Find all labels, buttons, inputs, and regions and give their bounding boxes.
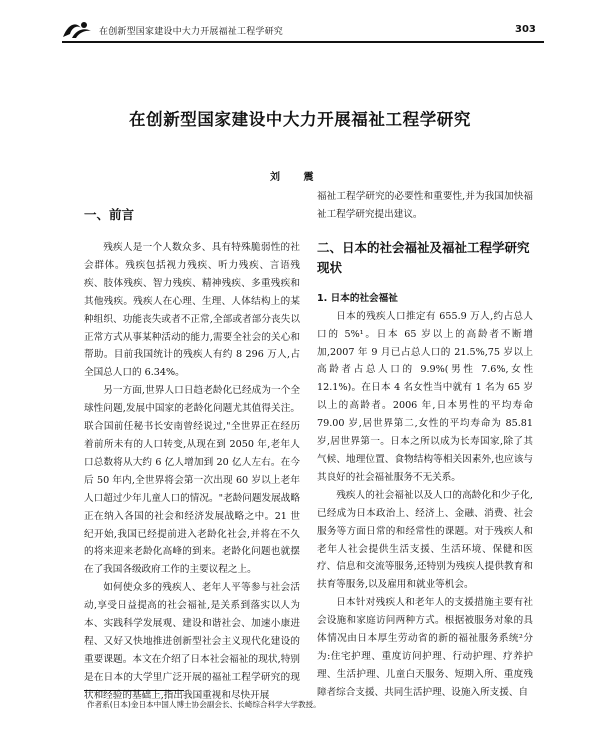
body-paragraph-continued: 福祉工程学研究的必要性和重要性,并为我国加快福祉工程学研究提出建议。 [317, 191, 533, 220]
footnote-rule [84, 690, 184, 691]
page-number: 303 [515, 24, 536, 35]
subsection-heading: 1. 日本的社会福祉 [317, 292, 398, 304]
body-paragraph: 残疾人是一个人数众多、具有特殊脆弱性的社会群体。残疾包括视力残疾、听力残疾、言语残疾、肢体残疾、智力残疾、精神残疾、多重残疾和其他残疾。残疾人在心理、生理、人体结构上的某种组织、功能丧失或者不正常,全部或者部分丧失以正常方式从事某种活动的能力,需要全社会的关心和帮助。目前我国统计的残疾人有约 8 296 万人,占全国总人口的 6.34%。 [84, 242, 300, 379]
article-title: 在创新型国家建设中大力开展福祉工程学研究 [129, 110, 471, 129]
section-heading-japan-welfare: 二、日本的社会福祉及福祉工程学研究现状 [317, 239, 530, 275]
author-footnote: 作者系(日本)金日本中国人博士协会副会长、长崎综合科学大学教授。 [87, 700, 321, 709]
body-paragraph: 另一方面,世界人口日趋老龄化已经成为一个全球性问题,发展中国家的老龄化问题尤其值得关注。联合国前任秘书长安南曾经说过,"全世界正在经历着前所未有的人口转变,从现在到 2050 年,老年人口总数将从大约 6 亿人增加到 20 亿人左右。在今后 50 年内,全世界将会第一次出现 60 岁以上老年人口超过少年儿童人口的情况。"老龄问题发展战略正在纳入各国的社会和经济发展战略之中。21 世纪开始,我国已经提前进入老龄化社会,并将在不久的将来迎来老龄化高峰的到来。老龄化问题也就摆在了我国各级政府工作的主要议程之上。 [84, 385, 300, 576]
running-title: 在创新型国家建设中大力开展福祉工程学研究 [99, 27, 284, 37]
author-name: 刘 震 [270, 172, 324, 183]
body-paragraph: 日本的残疾人口推定有 655.9 万人,约占总人口的 5%¹。日本 65 岁以上的高龄者不断增加,2007 年 9 月已占总人口的 21.5%,75 岁以上高龄者占总人口的 9.9%(男性 7.6%,女性 12.1%)。在日本 4 名女性当中就有 1 名为 65 岁以上的高龄者。2006 年,日本男性的平均寿命 79.00 岁,居世界第二,女性的平均寿命为 85.81 岁,居世界第一。日本之所以成为长寿国家,除了其气候、地理位置、食物结构等相关因素外,也应该与其良好的社会福祉服务不无关系。 [317, 310, 533, 483]
body-paragraph: 残疾人的社会福祉以及人口的高龄化和少子化,已经成为日本政治上、经济上、金融、消费、社会服务等方面日常的和经常性的课题。对于残疾人和老年人社会提供生活支援、生活环境、保健和医疗、信息和交流等服务,还特别为残疾人提供教育和扶育等服务,以及雇用和就业等机会。 [317, 489, 533, 591]
section-heading-introduction: 一、前言 [84, 207, 135, 222]
right-column [317, 188, 533, 702]
body-paragraph: 如何使众多的残疾人、老年人平等参与社会活动,享受日益提高的社会福祉,是关系到落实以人为本、实践科学发展观、建设和谐社会、加速小康进程、又好又快地推进创新型社会主义现代化建设的重要课题。本文在介绍了日本社会福祉的现状,特别是在日本的大学里广泛开展的福祉工程学研究的现状和经验的基础上,指出我国重视和尽快开展 [84, 582, 300, 701]
journal-logo-icon [62, 20, 92, 40]
header-rule [62, 41, 544, 43]
left-column [84, 195, 300, 705]
body-paragraph: 日本针对残疾人和老年人的支援措施主要有社会设施和家庭访问两种方式。根据被服务对象的具体情况由日本厚生劳动省的新的福祉服务系统²分为:住宅护理、重度访问护理、行动护理、疗养护理、生活护理、儿童白天服务、短期入所、重度残障者综合支援、共同生活护理、设施入所支援、自 [317, 597, 533, 698]
